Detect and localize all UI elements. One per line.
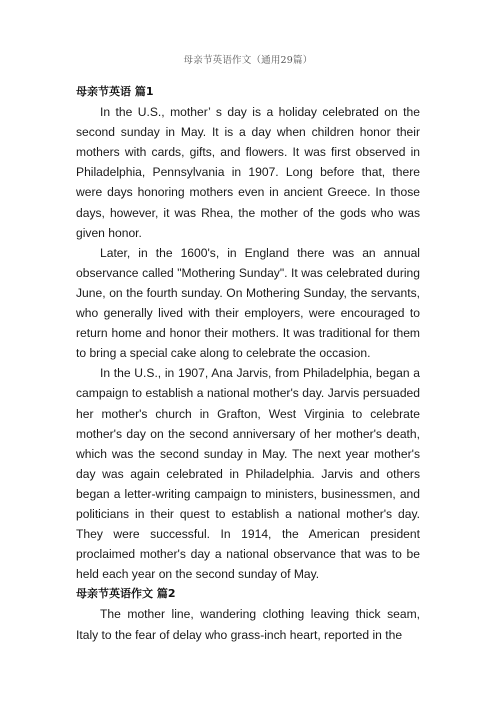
document-body (76, 82, 420, 645)
section-2 (76, 584, 420, 644)
paragraph: In the U.S., mother’ s day is a holiday celebrated on the second sunday in May. It is a day when children honor their mothers with cards, gifts, and flowers. It was first observed in Philadelphia, Pennsylvania in 1907. Long before that, there were days honoring mothers even in ancient Greece. In those days, however, it was Rhea, the mother of the gods who was given honor. (76, 105, 420, 240)
document-header-title: 母亲节英语作文（通用29篇） (183, 55, 313, 66)
section-heading: 母亲节英语 篇1 (76, 85, 154, 98)
section-1 (76, 82, 420, 584)
paragraph: Later, in the 1600's, in England there was an annual observance called "Mothering Sunday". It was celebrated during June, on the fourth sunday. On Mothering Sunday, the servants, who generally lived with their employers, were encouraged to return home and honor their mothers. It was traditional for them to bring a special cake along to celebrate the occasion. (76, 245, 420, 361)
paragraph: In the U.S., in 1907, Ana Jarvis, from Philadelphia, began a campaign to establish a national mother's day. Jarvis persuaded her mother's church in Grafton, West Virginia to celebrate mother's day on the second anniversary of her mother's death, which was the second sunday in May. The next year mother's day was again celebrated in Philadelphia. Jarvis and others began a letter-writing campaign to ministers, businessmen, and politicians in their quest to establish a national mother's day. They were successful. In 1914, the American president proclaimed mother's day a national observance that was to be held each year on the second sunday of May. (76, 366, 420, 582)
section-heading: 母亲节英语作文 篇2 (76, 587, 176, 601)
paragraph: The mother line, wandering clothing leaving thick seam, Italy to the fear of delay who grass-inch heart, reported in the (76, 607, 420, 642)
